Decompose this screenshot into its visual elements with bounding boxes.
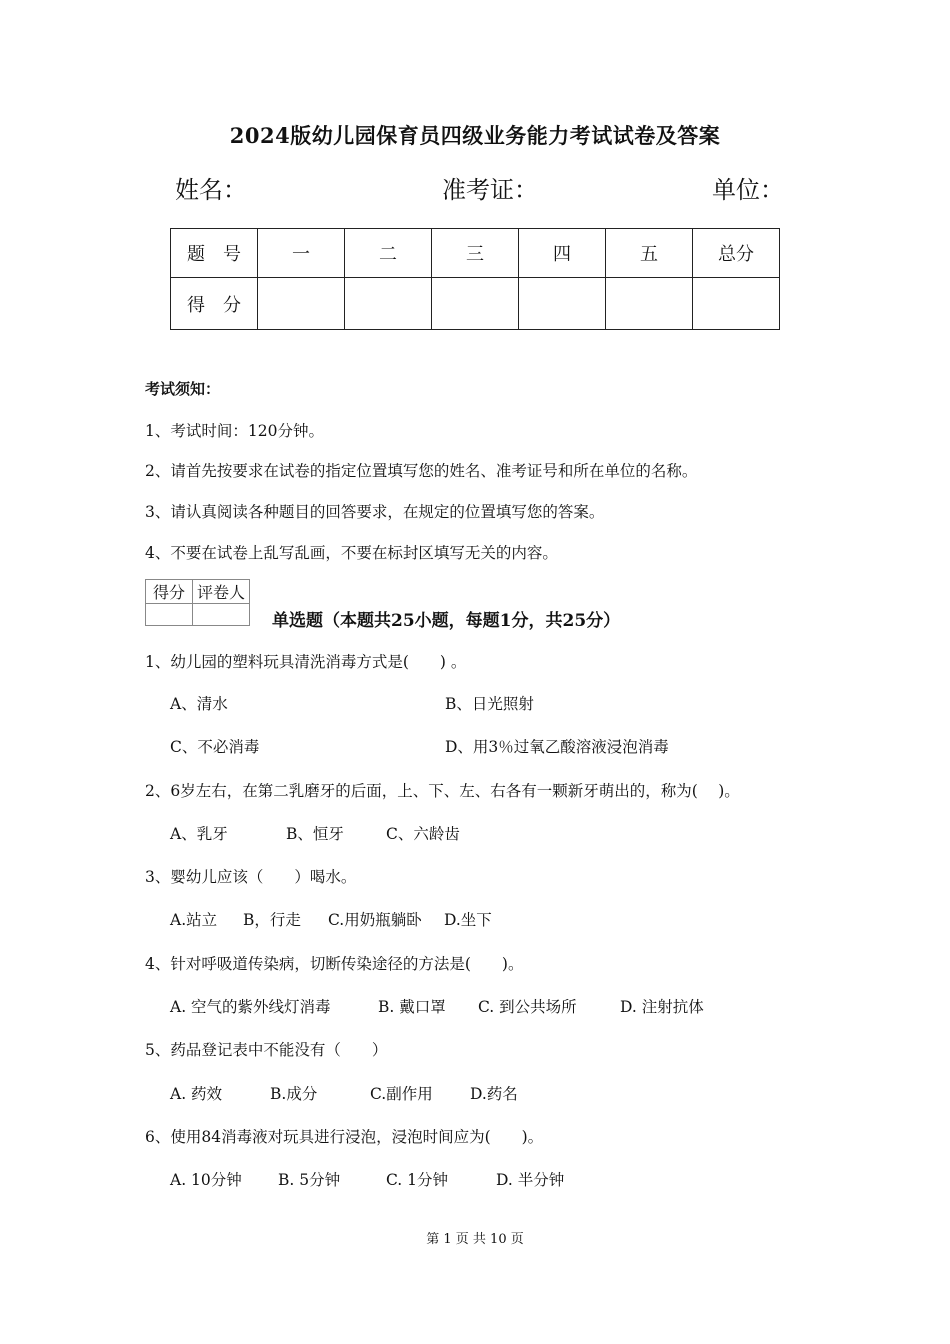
question-stem: 4、针对呼吸道传染病，切断传染途径的方法是( )。 (145, 955, 524, 973)
question-option: B. 5分钟 (278, 1171, 341, 1189)
question-stem: 1、幼儿园的塑料玩具清洗消毒方式是( ) 。 (145, 653, 467, 671)
notice-item: 2、请首先按要求在试卷的指定位置填写您的姓名、准考证号和所在单位的名称。 (145, 462, 698, 480)
question-option: C. 1分钟 (386, 1171, 449, 1189)
question-option: B.成分 (270, 1085, 318, 1103)
question-option: A.站立 (170, 911, 218, 929)
question-option: C、不必消毒 (170, 738, 260, 756)
name-field-label: 姓名： (175, 176, 247, 204)
score-cell[interactable] (693, 278, 780, 330)
score-table-header-cell: 四 (519, 229, 606, 278)
score-table-header-row (171, 229, 780, 278)
grader-box (145, 579, 250, 626)
notice-item: 4、不要在试卷上乱写乱画，不要在标封区填写无关的内容。 (145, 544, 558, 562)
question-option: D.药名 (470, 1085, 518, 1103)
question-option: C、六龄齿 (386, 825, 460, 843)
question-option: A. 空气的紫外线灯消毒 (170, 998, 331, 1016)
question-option: C.副作用 (370, 1085, 433, 1103)
score-cell[interactable] (432, 278, 519, 330)
question-option: A. 药效 (170, 1085, 223, 1103)
score-table (170, 228, 780, 330)
question-option: A、乳牙 (170, 825, 228, 843)
grader-score-label: 得分 (146, 580, 193, 604)
question-option: B. 戴口罩 (378, 998, 446, 1016)
question-option: D. 半分钟 (496, 1171, 565, 1189)
score-cell[interactable] (606, 278, 693, 330)
question-option: D.坐下 (444, 911, 492, 929)
score-table-header-cell: 二 (345, 229, 432, 278)
grader-name-label: 评卷人 (193, 580, 250, 604)
score-table-header-cell: 题 号 (171, 229, 258, 278)
question-stem: 3、婴幼儿应该（ ）喝水。 (145, 868, 357, 886)
score-table-header-cell: 三 (432, 229, 519, 278)
question-option: C.用奶瓶躺卧 (328, 911, 422, 929)
score-cell[interactable] (258, 278, 345, 330)
score-cell[interactable] (519, 278, 606, 330)
question-option: B，行走 (243, 911, 301, 929)
notice-item: 1、考试时间：120分钟。 (145, 422, 324, 440)
notice-title: 考试须知： (145, 380, 221, 398)
exam-number-field-label: 准考证： (442, 176, 538, 204)
question-option: A、清水 (170, 695, 228, 713)
question-stem: 6、使用84消毒液对玩具进行浸泡，浸泡时间应为( )。 (145, 1128, 544, 1146)
question-option: D. 注射抗体 (620, 998, 704, 1016)
notice-item: 3、请认真阅读各种题目的回答要求，在规定的位置填写您的答案。 (145, 503, 605, 521)
question-option: B、恒牙 (286, 825, 344, 843)
grader-name-cell[interactable] (193, 604, 250, 626)
question-option: B、日光照射 (445, 695, 534, 713)
question-option: C. 到公共场所 (478, 998, 577, 1016)
score-table-header-cell: 总分 (693, 229, 780, 278)
unit-field-label: 单位： (712, 176, 784, 204)
score-table-header-cell: 五 (606, 229, 693, 278)
page-footer: 第 1 页 共 10 页 (426, 1232, 524, 1247)
question-option: A. 10分钟 (170, 1171, 242, 1189)
grader-score-cell[interactable] (146, 604, 193, 626)
question-stem: 5、药品登记表中不能没有（ ） (145, 1041, 388, 1059)
section-title: 单选题（本题共25小题，每题1分，共25分） (272, 611, 621, 631)
score-row-label: 得 分 (171, 278, 258, 330)
score-table-header-cell: 一 (258, 229, 345, 278)
score-cell[interactable] (345, 278, 432, 330)
score-table-score-row (171, 278, 780, 330)
question-stem: 2、6岁左右，在第二乳磨牙的后面，上、下、左、右各有一颗新牙萌出的，称为( )。 (145, 782, 740, 800)
exam-title: 2024版幼儿园保育员四级业务能力考试试卷及答案 (229, 123, 721, 148)
question-option: D、用3％过氧乙酸溶液浸泡消毒 (445, 738, 669, 756)
